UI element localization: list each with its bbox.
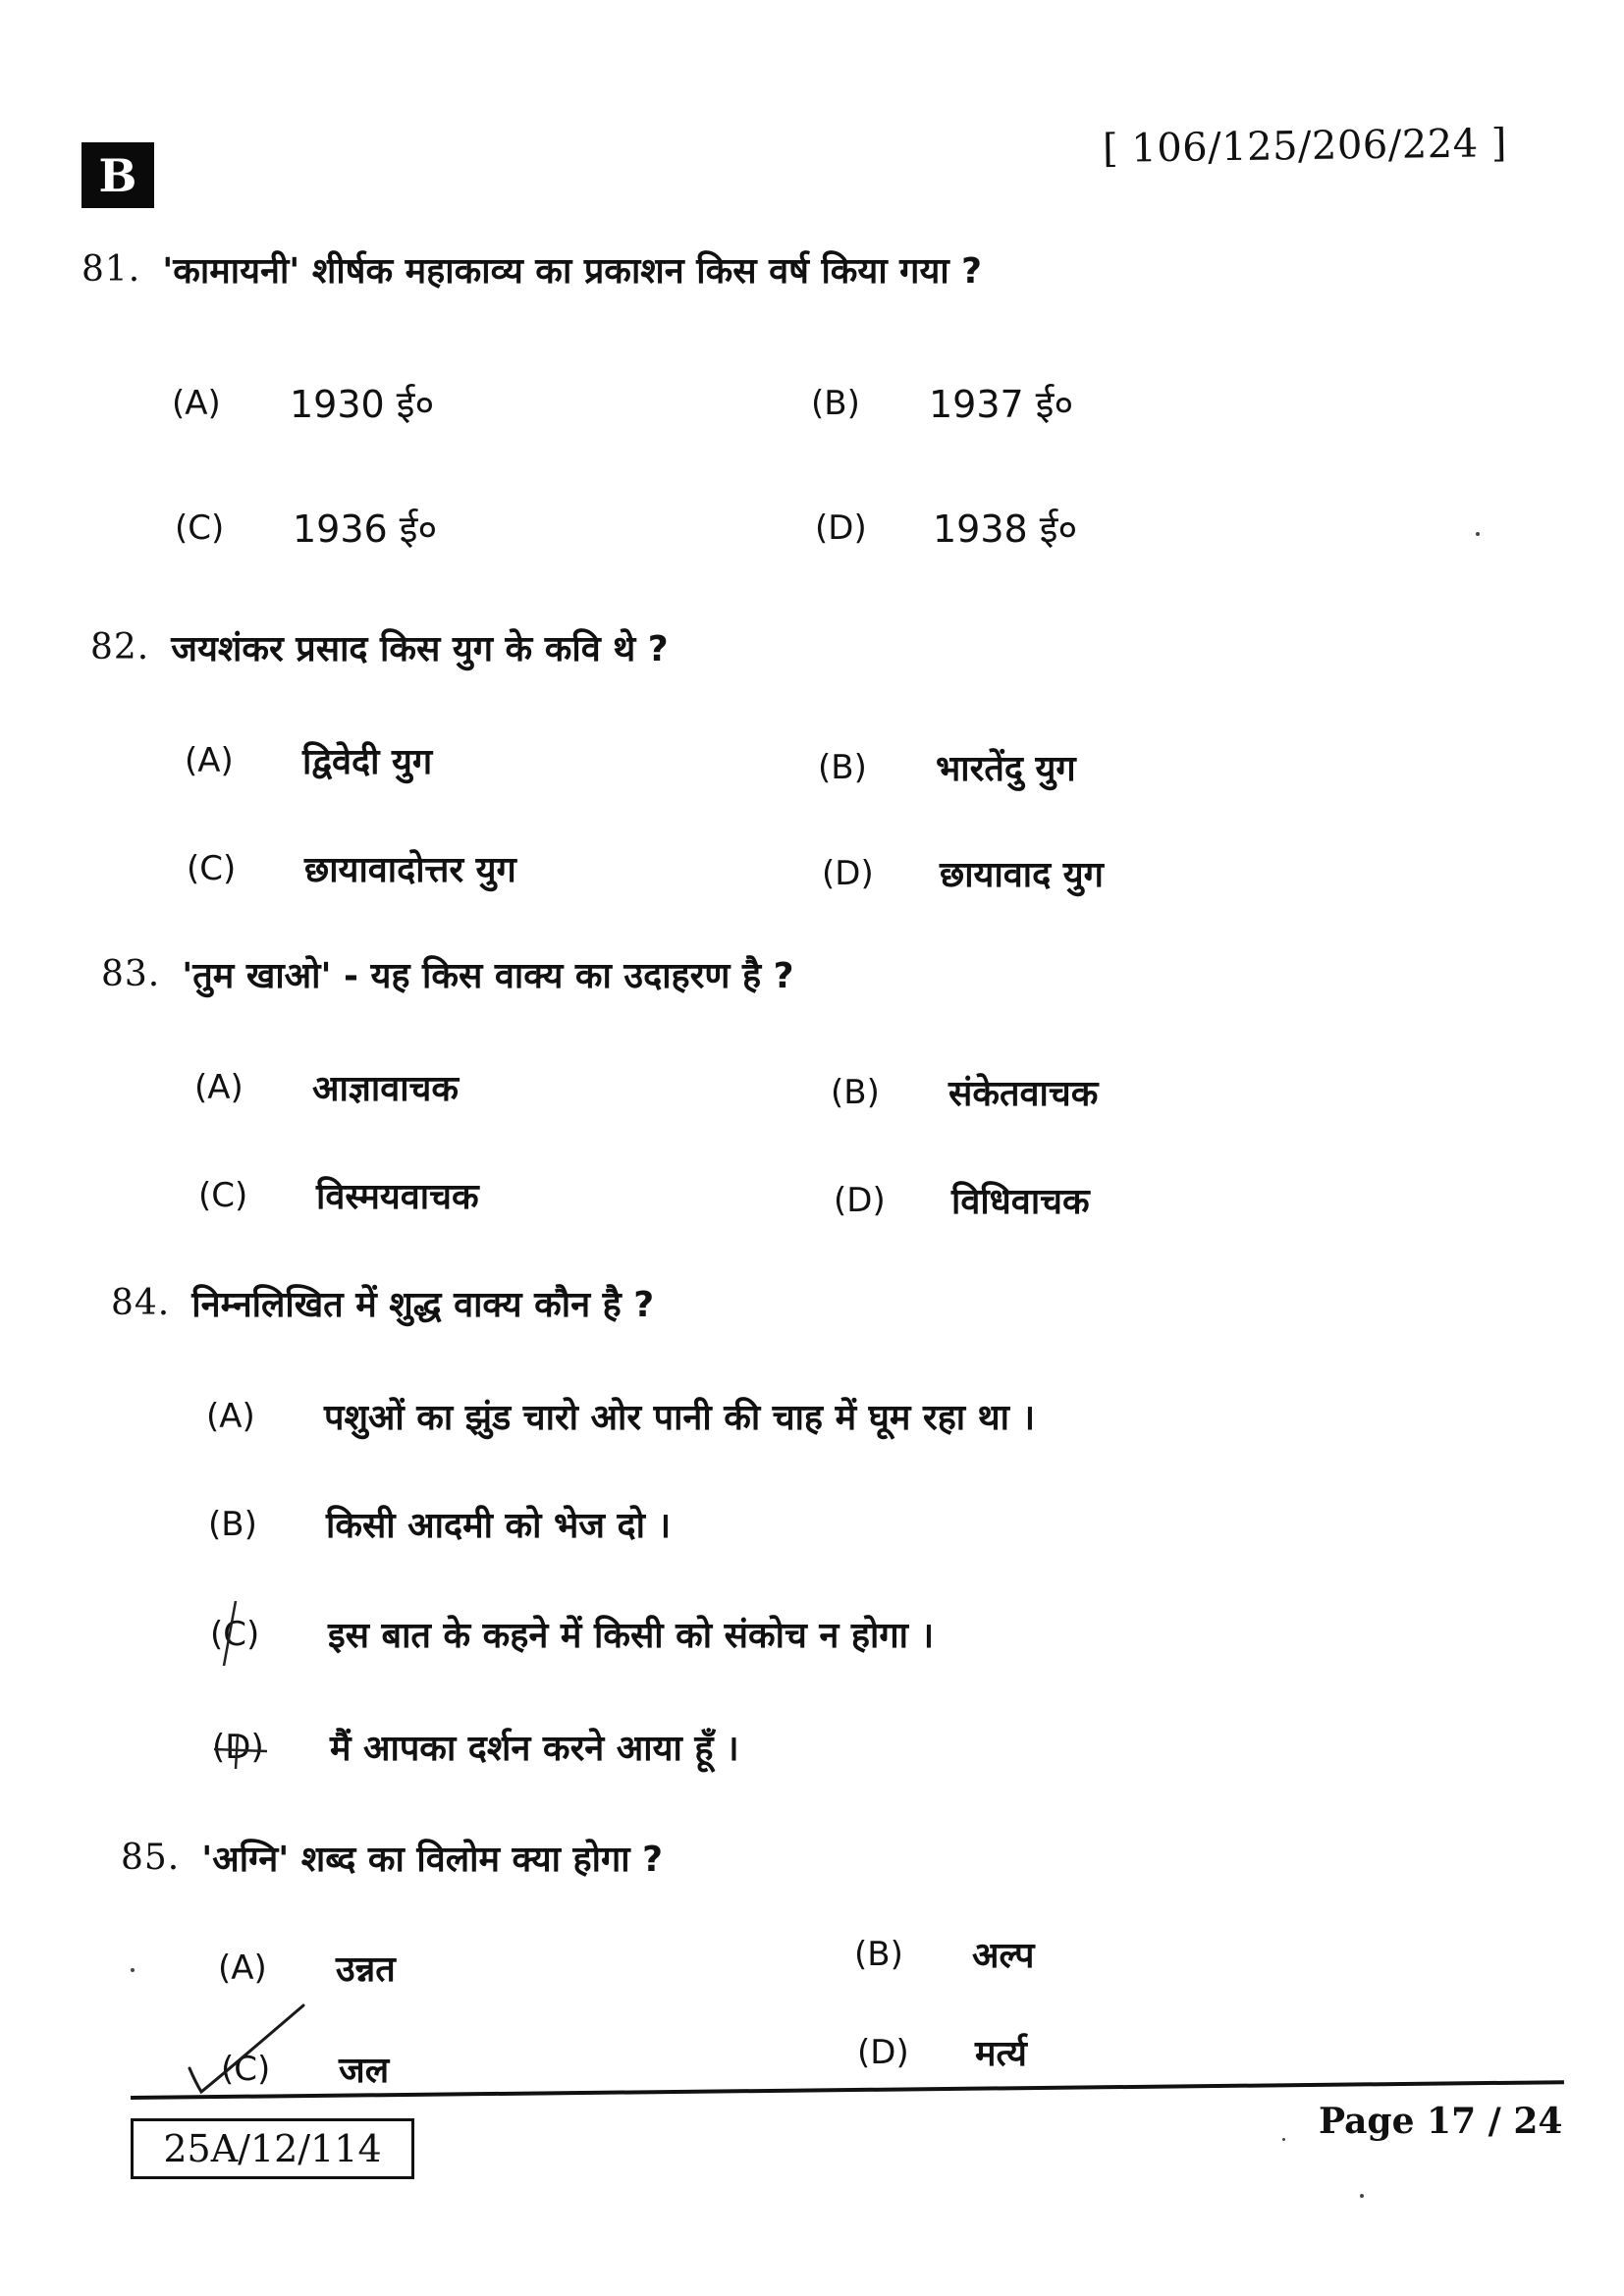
question-82 — [90, 623, 669, 671]
option-text: उन्नत — [336, 1949, 396, 1990]
q83-option-d[interactable] — [834, 1176, 1090, 1224]
option-text: किसी आदमी को भेज दो । — [326, 1506, 672, 1546]
question-number: 81. — [81, 249, 141, 290]
question-83 — [101, 950, 794, 998]
q85-option-b[interactable] — [854, 1930, 1034, 1978]
q84-option-d[interactable] — [212, 1723, 739, 1771]
question-85 — [121, 1834, 663, 1882]
q84-option-a[interactable] — [206, 1392, 1035, 1440]
option-text: 1936 ई० — [293, 507, 438, 551]
q82-option-d[interactable] — [822, 849, 1104, 897]
option-label: (B) — [831, 1072, 880, 1112]
question-number: 85. — [121, 1838, 181, 1878]
option-text: इस बात के कहने में किसी को संकोच न होगा । — [328, 1616, 935, 1656]
q81-option-c[interactable] — [175, 503, 437, 554]
q83-option-a[interactable] — [194, 1063, 459, 1111]
question-81 — [81, 245, 982, 294]
option-label-text: (C) — [210, 1614, 260, 1654]
option-text: छायावादोत्तर युग — [304, 850, 516, 890]
option-text: अल्प — [972, 1936, 1035, 1976]
option-label: (B) — [854, 1934, 903, 1974]
page-number: Page 17 / 24 — [1319, 2101, 1563, 2142]
scan-speck — [1360, 2194, 1364, 2198]
option-text: विधिवाचक — [951, 1182, 1090, 1222]
pen-strike-icon — [216, 1601, 245, 1666]
q81-option-d[interactable] — [815, 503, 1077, 554]
option-label: (B) — [811, 384, 860, 423]
q81-option-a[interactable] — [172, 378, 434, 429]
option-text: पशुओं का झुंड चारो ओर पानी की चाह में घूम रहा था । — [324, 1398, 1036, 1438]
option-label: (D) — [834, 1180, 886, 1220]
question-text: जयशंकर प्रसाद किस युग के कवि थे ? — [171, 629, 669, 669]
option-text: भारतेंदु युग — [936, 749, 1076, 789]
tick-mark-icon — [182, 1998, 309, 2101]
q84-option-c[interactable] — [210, 1610, 934, 1658]
option-label-struck — [210, 1615, 328, 1654]
question-number: 82. — [90, 627, 150, 667]
option-text: मर्त्य — [975, 2034, 1027, 2074]
option-label: (A) — [206, 1396, 255, 1436]
q83-option-c[interactable] — [198, 1171, 479, 1219]
option-text: 1938 ई० — [933, 507, 1078, 551]
option-label: (C) — [198, 1175, 248, 1215]
set-badge: B — [81, 142, 154, 208]
q82-option-b[interactable] — [818, 743, 1076, 791]
option-label: (A) — [194, 1067, 244, 1107]
paper-codes: [ 106/125/206/224 ] — [1102, 121, 1508, 172]
q82-option-a[interactable] — [185, 736, 432, 784]
question-text: 'तुम खाओ' - यह किस वाक्य का उदाहरण है ? — [182, 956, 794, 996]
option-label: (C) — [221, 2049, 271, 2089]
scan-speck — [1282, 2138, 1285, 2141]
question-number: 83. — [101, 954, 161, 994]
pen-strike-icon — [212, 1732, 271, 1771]
option-label: (B) — [208, 1504, 257, 1544]
option-label: (D) — [815, 508, 867, 548]
q83-option-b[interactable] — [831, 1068, 1098, 1116]
option-label-struck — [212, 1728, 330, 1767]
option-label: (D) — [822, 853, 874, 893]
option-text: आज्ञावाचक — [312, 1069, 460, 1109]
q85-option-a[interactable] — [218, 1944, 396, 1992]
option-label: (B) — [818, 747, 867, 787]
option-label: (A) — [185, 740, 234, 780]
option-label-text: (D) — [212, 1727, 264, 1767]
option-label: (A) — [172, 384, 221, 423]
option-text: द्विवेदी युग — [302, 742, 433, 782]
question-text: 'अग्नि' शब्द का विलोम क्या होगा ? — [201, 1840, 663, 1880]
question-84 — [111, 1279, 654, 1327]
question-text: 'कामायनी' शीर्षक महाकाव्य का प्रकाशन किस वर्ष किया गया ? — [162, 251, 983, 292]
q84-option-b[interactable] — [208, 1500, 671, 1548]
option-text: 1930 ई० — [290, 383, 435, 426]
option-text: जल — [339, 2051, 390, 2091]
option-text: विस्मयवाचक — [316, 1177, 479, 1217]
q81-option-b[interactable] — [811, 378, 1073, 429]
option-label: (A) — [218, 1948, 267, 1988]
option-text: 1937 ई० — [929, 383, 1074, 426]
question-text: निम्नलिखित में शुद्ध वाक्य कौन है ? — [191, 1285, 655, 1325]
question-number: 84. — [111, 1283, 171, 1323]
scan-speck — [131, 1968, 135, 1972]
scan-speck — [1476, 532, 1480, 536]
q85-option-d[interactable] — [857, 2028, 1027, 2076]
option-label: (C) — [175, 508, 225, 548]
booklet-code: 25A/12/114 — [131, 2118, 414, 2179]
option-label: (C) — [187, 848, 237, 888]
option-text: संकेतवाचक — [948, 1074, 1099, 1114]
option-label: (D) — [857, 2032, 909, 2072]
option-text: छायावाद युग — [940, 855, 1104, 895]
option-text: मैं आपका दर्शन करने आया हूँ । — [330, 1729, 739, 1769]
q82-option-c[interactable] — [187, 844, 516, 892]
